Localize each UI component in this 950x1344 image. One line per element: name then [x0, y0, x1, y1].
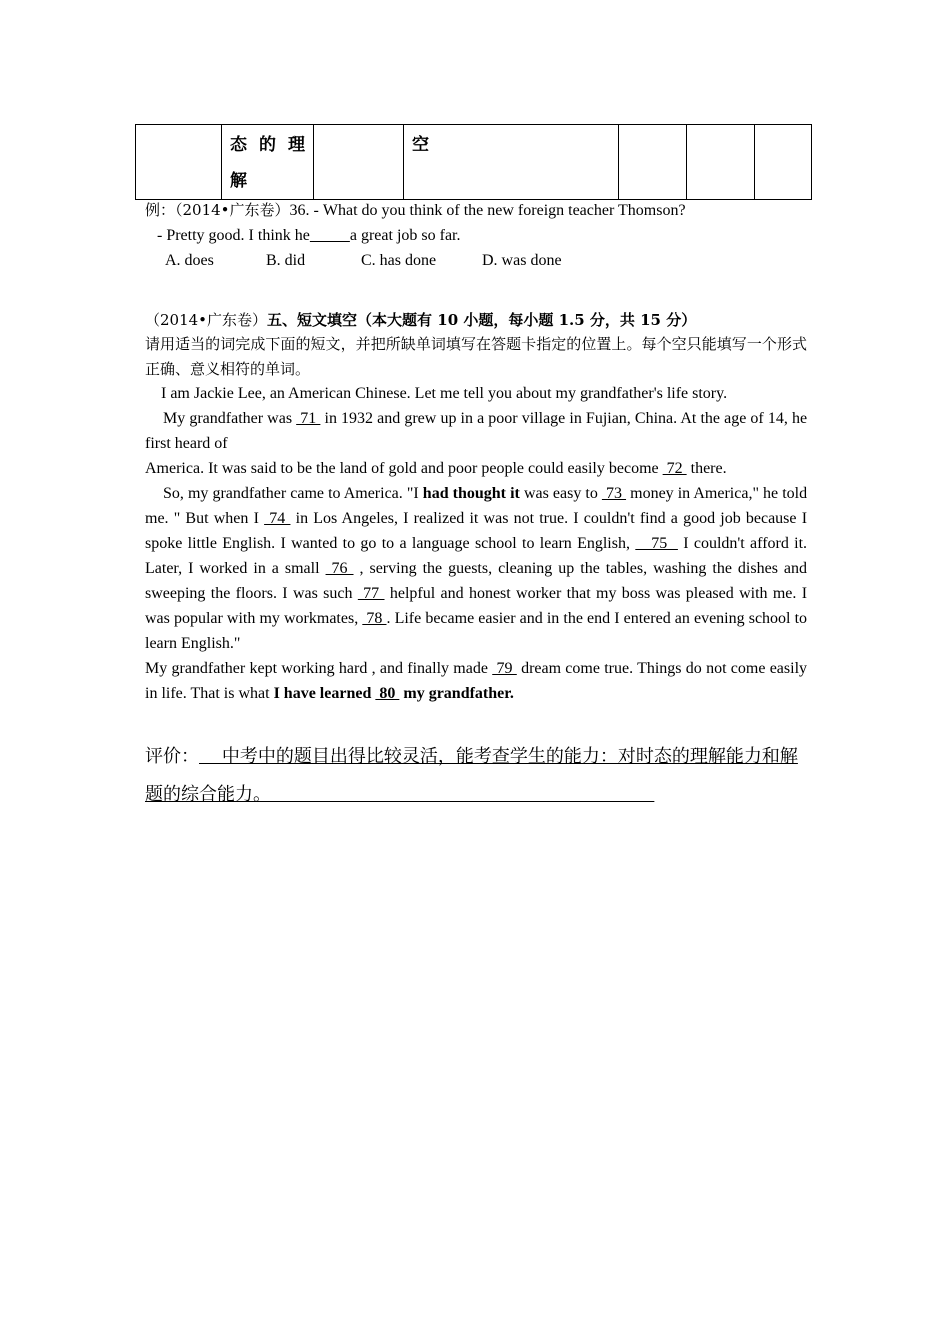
passage-paragraph-2: My grandfather was 71 in 1932 and grew up in a poor village in Fujian, China. At the age of 14, he first heard of: [145, 410, 808, 452]
blank-74: 74: [264, 510, 291, 527]
example-answer: - Pretty good. I think he ____ a great job so far.: [157, 227, 461, 244]
example-prefix: 例：（2014•广东卷）: [145, 201, 290, 219]
section-heading: [145, 308, 807, 333]
section-instruction: 请用适当的词完成下面的短文，并把所缺单词填写在答题卡指定的位置上。每个空只能填写一个形式正确、意义相符的单词。: [145, 335, 807, 378]
table-cell: [314, 125, 404, 200]
blank-80: 80: [375, 685, 400, 702]
example-question: [145, 198, 807, 223]
table-cell: [755, 125, 812, 200]
blank-79: 79: [492, 660, 517, 677]
example-options: [165, 248, 827, 273]
evaluation-label: 评价：: [145, 746, 199, 767]
blank-78: 78: [362, 610, 387, 627]
passage-paragraph-5: My grandfather kept working hard , and finally made 79 dream come true. Things do not come easily in life. That is what I have learned 80 my grandfather.: [145, 660, 808, 702]
evaluation-text: 中考中的题目出得比较灵活，能考查学生的能力：对时态的理解能力和解题的综合能力。: [145, 746, 798, 805]
table-cell: 空: [404, 125, 619, 200]
option-d: D. was done: [482, 252, 562, 269]
analysis-table: [135, 124, 812, 200]
section-source: （2014•广东卷）: [145, 311, 268, 329]
table-cell: [619, 125, 687, 200]
evaluation: [145, 738, 807, 814]
blank-77: 77: [357, 585, 385, 602]
table-cell: [687, 125, 755, 200]
option-c: C. has done: [361, 252, 437, 269]
option-a: A. does: [165, 252, 214, 269]
section-title: 五、短文填空（本大题有 10 小题，每小题 1.5 分，共 15 分）: [267, 311, 697, 329]
blank-73: 73: [601, 485, 627, 502]
passage-paragraph-4: So, my grandfather came to America. "I had thought it was easy to 73 money in America," he told me. " But when I 74 in Los Angeles, I realized it was not true. I couldn't find a good job because I spoke little English. I wanted to go to a language school to learn English, 75 I couldn't afford it. Later, I worked in a small 76 , serving the guests, cleaning up the tables, washing the dishes and sweeping the floors. I was such 77 helpful and honest worker that my boss was pleased with me. I was popular with my workmates, 78 . Life became easier and in the end I entered an evening school to learn English.": [145, 485, 808, 652]
example-question-text: 36. - What do you think of the new foreign teacher Thomson?: [289, 202, 686, 219]
option-b: B. did: [266, 252, 306, 269]
table-cell: [136, 125, 222, 200]
table-row: [136, 125, 812, 200]
passage-paragraph-1: I am Jackie Lee, an American Chinese. Let me tell you about my grandfather's life story.: [161, 385, 728, 402]
blank-71: 71: [296, 410, 321, 427]
blank-75: 75: [635, 535, 678, 552]
table-cell: 态 的 理 解: [222, 125, 314, 200]
blank-76: 76: [325, 560, 354, 577]
passage-paragraph-3: America. It was said to be the land of gold and poor people could easily become 72 there.: [145, 460, 727, 477]
blank-72: 72: [662, 460, 687, 477]
